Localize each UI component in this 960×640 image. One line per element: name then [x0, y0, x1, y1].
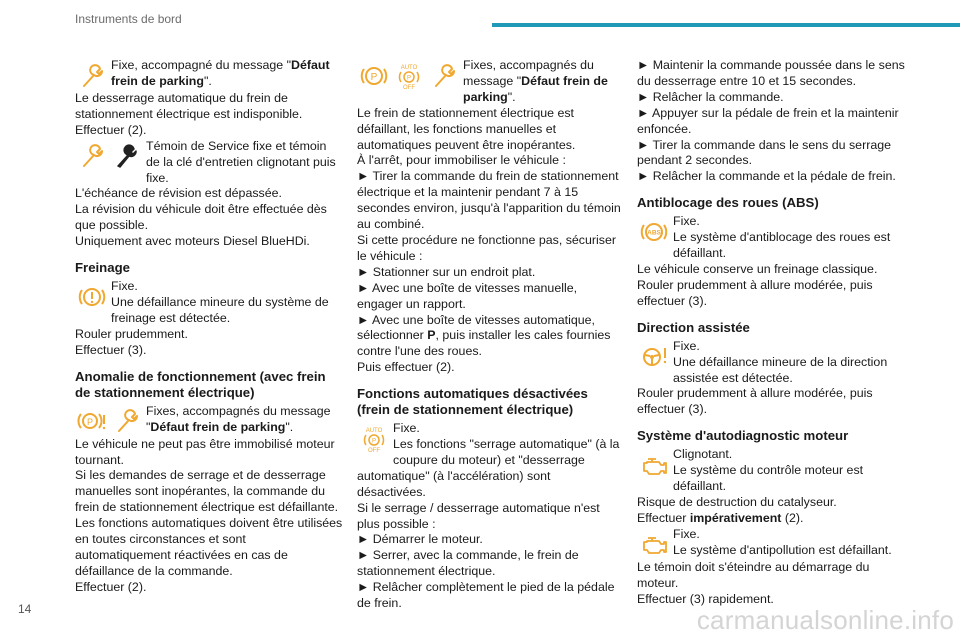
indicator-text: Fixe. Les fonctions "serrage automatique" (à la coupure du moteur) et "desserrage automatique" (à l'accélération) sont désactivées.	[357, 421, 620, 499]
indicator-icons	[75, 60, 108, 91]
paragraph: Effectuer (2).	[75, 122, 147, 137]
indicator-text: Fixe. Une défaillance mineure de la direction assistée est détectée.	[673, 338, 888, 385]
step-item: ► Maintenir la commande poussée dans le sens du desserrage entre 10 et 15 secondes.	[637, 58, 905, 88]
paragraph: Si les demandes de serrage et de desserrage manuelles sont inopérantes, la commande du frein de stationnement électrique est défaillante.	[75, 468, 339, 515]
step-item: ► Avec une boîte de vitesses manuelle, engager un rapport.	[357, 280, 578, 311]
paragraph: Rouler prudemment à allure modérée, puis effectuer (3).	[637, 277, 873, 308]
paragraph: Le frein de stationnement électrique est défaillant, les fonctions manuelles et automatiques peuvent être inopérantes.	[357, 105, 576, 152]
indicator-icons	[637, 449, 670, 480]
indicator-icons	[75, 406, 143, 437]
steering-warning-icon	[637, 341, 670, 372]
indicator-block	[637, 527, 905, 560]
parking-brake-icon	[357, 60, 390, 91]
indicator-block	[75, 58, 343, 91]
paragraph: Si le serrage / desserrage automatique n'est plus possible :	[357, 500, 600, 531]
indicator-block	[637, 339, 905, 387]
paragraph: Rouler prudemment.	[75, 326, 188, 341]
indicator-block	[75, 139, 343, 187]
indicator-icons	[357, 423, 390, 454]
paragraph: Puis effectuer (2).	[357, 360, 455, 375]
indicator-text: ".	[285, 419, 294, 434]
indicator-icons	[75, 281, 108, 312]
svg-text:OFF: OFF	[402, 84, 415, 90]
indicator-icons	[637, 216, 670, 247]
section-heading: Direction assistée	[637, 319, 750, 335]
auto-off-icon	[392, 60, 425, 91]
step-item: ► Relâcher complètement le pied de la pédale de frein.	[357, 580, 615, 611]
paragraph: Le véhicule ne peut pas être immobilisé moteur tournant.	[75, 436, 335, 467]
indicator-block	[75, 279, 343, 327]
paragraph: La révision du véhicule doit être effectuée dès que possible.	[75, 202, 327, 233]
paragraph	[637, 511, 905, 527]
paragraph: Si cette procédure ne fonctionne pas, sécuriser le véhicule :	[357, 232, 616, 263]
svg-text:P: P	[86, 417, 93, 428]
svg-text:P: P	[370, 71, 377, 83]
wrench-warning-icon	[75, 60, 108, 91]
paragraph: Rouler prudemment à allure modérée, puis effectuer (3).	[637, 386, 873, 417]
parking-brake-warning-icon	[75, 406, 108, 437]
indicator-text: ".	[507, 89, 516, 104]
paragraph: Risque de destruction du catalyseur.	[637, 494, 837, 509]
paragraph: Les fonctions automatiques doivent être utilisées en toutes circonstances et sont automatiquement réactivées en cas de défaillance de la commande.	[75, 516, 343, 578]
indicator-text: ".	[203, 73, 212, 88]
step-item: ► Serrer, avec la commande, le frein de stationnement électrique.	[357, 548, 579, 579]
indicator-text: Fixe, accompagné du message "	[111, 58, 292, 72]
svg-text:AUTO: AUTO	[400, 64, 417, 71]
svg-text:ABS: ABS	[646, 229, 661, 237]
page-number: 14	[18, 602, 32, 616]
section-heading: Système d'autodiagnostic moteur	[637, 428, 849, 444]
svg-text:OFF: OFF	[367, 447, 380, 453]
indicator-block	[637, 447, 905, 495]
column-3	[637, 58, 905, 607]
indicator-text: Fixes, accompagnés du message "	[146, 403, 331, 434]
indicator-block	[637, 214, 905, 262]
indicator-text: Fixe. Le système d'antipollution est défaillant.	[673, 526, 892, 557]
indicator-icons	[637, 341, 670, 372]
wrench-warning-icon	[110, 406, 143, 437]
indicator-text: Fixes, accompagnés du message "	[463, 58, 594, 88]
section-heading: Antiblocage des roues (ABS)	[637, 195, 819, 211]
step-item: ► Relâcher la commande.	[637, 89, 784, 104]
step-text: , puis installer les cales fournies contre l'une des roues.	[357, 328, 611, 359]
step-item	[357, 313, 622, 361]
brake-warning-icon	[75, 281, 108, 312]
message-text: Défaut frein de parking	[150, 419, 286, 434]
svg-text:P: P	[371, 438, 376, 445]
indicator-text: Clignotant. Le système du contrôle moteur est défaillant.	[673, 447, 864, 494]
indicator-text: Fixe. Le système d'antiblocage des roues est défaillant.	[673, 214, 891, 261]
indicator-text: Témoin de Service fixe et témoin de la clé d'entretien clignotant puis fixe.	[146, 138, 336, 185]
paragraph-text: Effectuer	[637, 510, 690, 525]
step-item: ► Démarrer le moteur.	[357, 532, 483, 547]
paragraph: Effectuer (3).	[75, 342, 147, 357]
step-item: ► Relâcher la commande et la pédale de frein.	[637, 169, 896, 184]
wrench-warning-icon	[75, 141, 108, 172]
gear-letter: P	[427, 328, 436, 343]
paragraph: Le témoin doit s'éteindre au démarrage du moteur.	[637, 559, 870, 590]
indicator-block	[357, 58, 622, 106]
column-1	[75, 58, 343, 596]
watermark: carmanualsonline.info	[696, 605, 954, 635]
abs-icon	[637, 216, 670, 247]
paragraph: Le véhicule conserve un freinage classique.	[637, 261, 878, 276]
spanner-icon	[110, 141, 143, 172]
indicator-icons	[357, 60, 460, 91]
section-heading: Anomalie de fonctionnement (avec frein de stationnement électrique)	[75, 368, 326, 400]
paragraph-text: (2).	[781, 510, 804, 525]
emphasis-text: impérativement	[689, 510, 782, 525]
header-accent-bar	[492, 23, 960, 27]
indicator-block	[75, 404, 343, 437]
indicator-icons	[75, 141, 143, 172]
message-text: Défaut frein de parking	[463, 73, 608, 104]
engine-check-icon	[637, 449, 670, 480]
auto-off-icon	[357, 423, 390, 454]
svg-text:P: P	[406, 75, 411, 81]
step-item: ► Tirer la commande dans le sens du serrage pendant 2 secondes.	[637, 137, 892, 168]
wrench-warning-icon	[427, 60, 460, 91]
step-item: ► Appuyer sur la pédale de frein et la maintenir enfoncée.	[637, 105, 899, 136]
step-item: ► Stationner sur un endroit plat.	[357, 264, 536, 279]
svg-text:AUTO: AUTO	[365, 427, 382, 434]
engine-check-icon	[637, 529, 670, 560]
running-header: Instruments de bord	[75, 12, 182, 26]
step-item: ► Tirer la commande du frein de stationnement électrique et la maintenir pendant 7 à 15 secondes environ, jusqu'à l'apparition du témoin au combiné.	[357, 169, 621, 232]
section-heading: Freinage	[75, 260, 130, 276]
column-2	[357, 58, 622, 612]
step-text: ► Avec une boîte de vitesses automatique, sélectionner	[357, 312, 595, 343]
paragraph: Uniquement avec moteurs Diesel BlueHDi.	[75, 234, 310, 249]
indicator-icons	[637, 529, 670, 560]
indicator-block	[357, 421, 622, 501]
paragraph: Le desserrage automatique du frein de stationnement électrique est indisponible.	[75, 91, 303, 121]
section-heading: Fonctions automatiques désactivées (frein de stationnement électrique)	[357, 386, 588, 418]
paragraph: À l'arrêt, pour immobiliser le véhicule :	[357, 153, 566, 168]
indicator-text: Fixe. Une défaillance mineure du système de freinage est détectée.	[111, 279, 329, 325]
message-text: Défaut frein de parking	[111, 58, 330, 88]
paragraph: Effectuer (3) rapidement.	[637, 591, 774, 606]
paragraph: Effectuer (2).	[75, 579, 147, 594]
paragraph: L'échéance de révision est dépassée.	[75, 186, 282, 201]
